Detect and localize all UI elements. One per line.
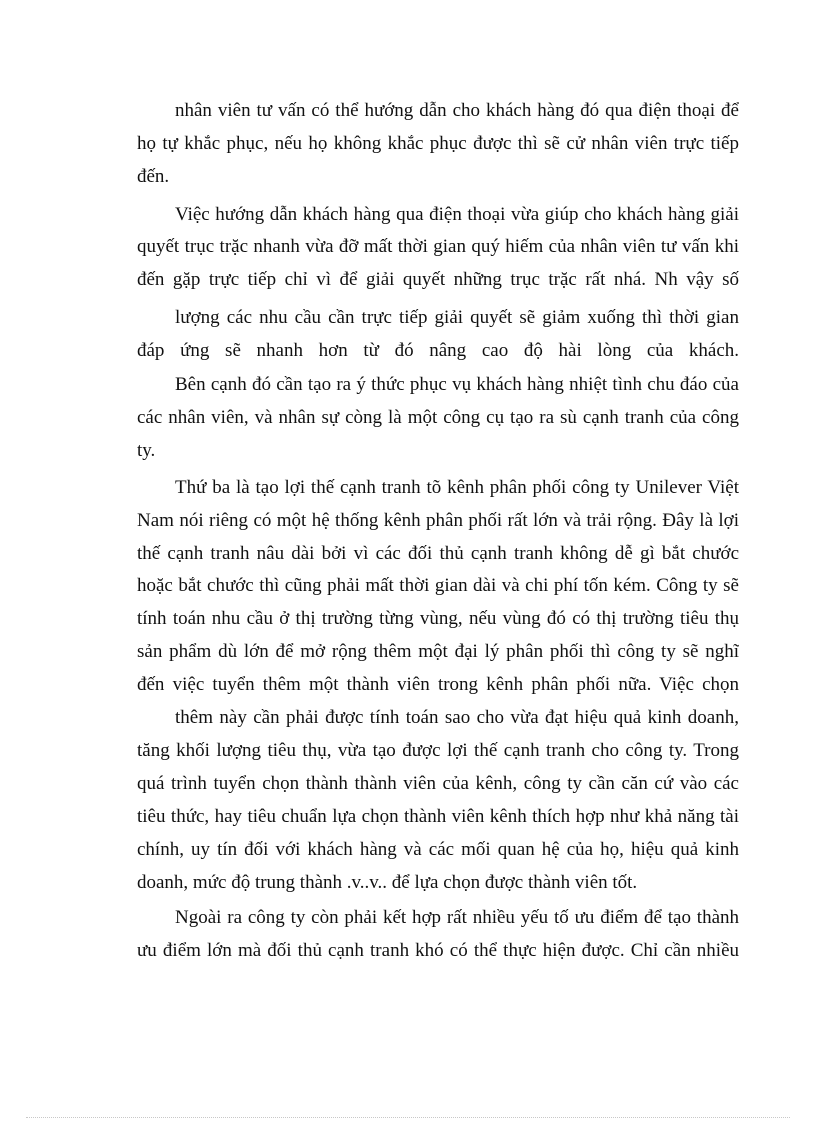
text-line: sản phẩm dù lớn để mở rộng thêm một đại lý phân phối thì công ty sẽ nghĩ <box>137 641 739 662</box>
text-line: ty. <box>137 440 156 461</box>
text-line: đến. <box>137 166 170 187</box>
text-line: lượng các nhu cầu cần trực tiếp giải quyết sẽ giảm xuống thì thời gian <box>175 307 739 328</box>
text-line: ưu điểm lớn mà đối thủ cạnh tranh khó có thể thực hiện được. Chỉ cần nhiều <box>137 940 739 961</box>
text-line: Nam nói riêng có một hệ thống kênh phân phối rất lớn và trải rộng. Đây là lợi <box>137 510 739 531</box>
text-line: họ tự khắc phục, nếu họ không khắc phục được thì sẽ cử nhân viên trực tiếp <box>137 133 739 154</box>
text-line: tăng khối lượng tiêu thụ, vừa tạo được lợi thế cạnh tranh cho công ty. Trong <box>137 740 739 761</box>
text-line: đến việc tuyển thêm một thành viên trong kênh phân phối nữa. Việc chọn <box>137 674 739 695</box>
footer-divider <box>26 1117 790 1118</box>
text-line: Thứ ba là tạo lợi thế cạnh tranh tõ kênh phân phối công ty Unilever Việt <box>175 477 739 498</box>
text-line: hoặc bắt chước thì cũng phải mất thời gian dài và chi phí tốn kém. Công ty sẽ <box>137 575 739 596</box>
text-line: quá trình tuyển chọn thành thành viên của kênh, công ty cần căn cứ vào các <box>137 773 739 794</box>
text-line: Việc hướng dẫn khách hàng qua điện thoại vừa giúp cho khách hàng giải <box>175 204 739 225</box>
text-line: đến gặp trực tiếp chỉ vì để giải quyết những trục trặc rất nhá. Nh vậy số <box>137 269 739 290</box>
text-line: doanh, mức độ trung thành .v..v.. để lựa chọn được thành viên tốt. <box>137 872 638 893</box>
text-line: tiêu thức, hay tiêu chuẩn lựa chọn thành viên kênh thích hợp như khả năng tài <box>137 806 739 827</box>
text-line: Ngoài ra công ty còn phải kết hợp rất nhiều yếu tố ưu điểm để tạo thành <box>175 907 739 928</box>
text-line: đáp ứng sẽ nhanh hơn từ đó nâng cao độ hài lòng của khách. <box>137 340 739 361</box>
text-line: chính, uy tín đối với khách hàng và các mối quan hệ của họ, hiệu quả kinh <box>137 839 739 860</box>
text-line: quyết trục trặc nhanh vừa đỡ mất thời gian quý hiếm của nhân viên tư vấn khi <box>137 236 739 257</box>
text-line: tính toán nhu cầu ở thị trường từng vùng, nếu vùng đó có thị trường tiêu thụ <box>137 608 739 629</box>
text-line: thêm này cần phải được tính toán sao cho vừa đạt hiệu quả kinh doanh, <box>175 707 739 728</box>
text-line: Bên cạnh đó cần tạo ra ý thức phục vụ khách hàng nhiệt tình chu đáo của <box>175 374 739 395</box>
text-line: thế cạnh tranh nâu dài bởi vì các đối thủ cạnh tranh không dễ gì bắt chước <box>137 543 739 564</box>
text-line: nhân viên tư vấn có thể hướng dẫn cho khách hàng đó qua điện thoại để <box>175 100 739 121</box>
text-line: các nhân viên, và nhân sự còng là một công cụ tạo ra sù cạnh tranh của công <box>137 407 739 428</box>
